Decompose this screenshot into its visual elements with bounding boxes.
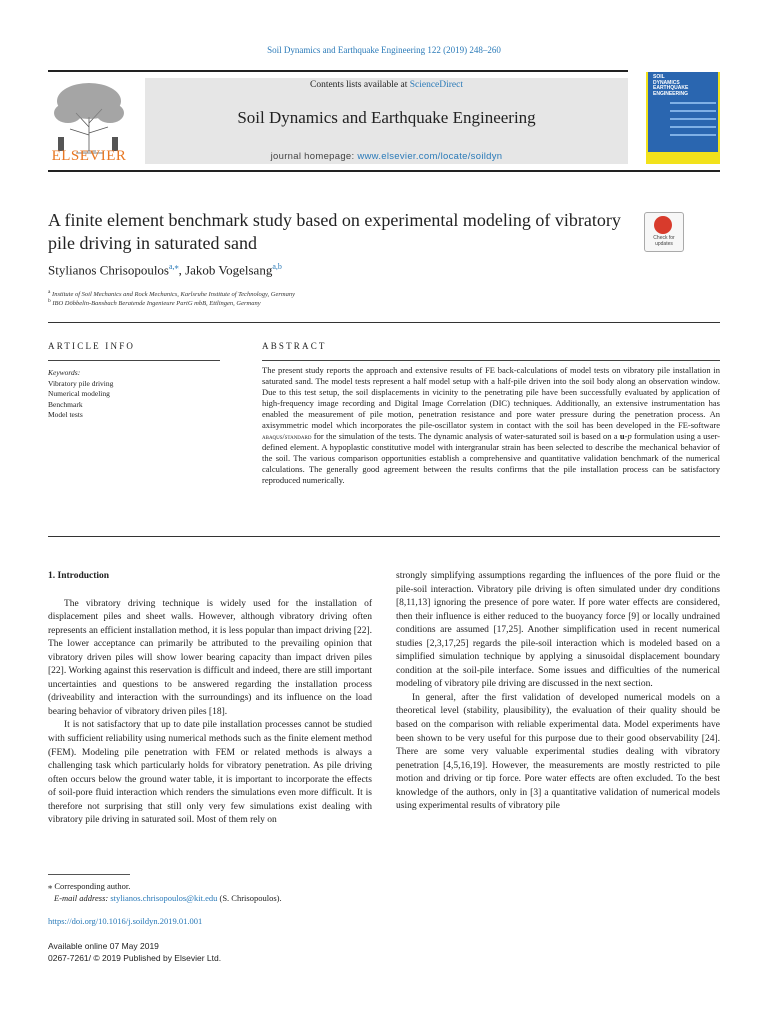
author-list	[48, 262, 282, 278]
abstract-heading: ABSTRACT	[262, 341, 327, 351]
body-column-left	[48, 570, 372, 828]
cover-title: SOIL DYNAMICS EARTHQUAKE ENGINEERING	[653, 74, 689, 97]
email-line: E-mail address: stylianos.chrisopoulos@kit.edu (S. Chrisopoulos).	[54, 893, 282, 903]
email-link[interactable]: stylianos.chrisopoulos@kit.edu	[110, 893, 218, 903]
available-online: Available online 07 May 2019	[48, 941, 159, 951]
check-for-updates-badge[interactable]	[644, 212, 684, 252]
keyword: Vibratory pile driving	[48, 378, 114, 388]
journal-title: Soil Dynamics and Earthquake Engineering	[237, 108, 536, 127]
journal-reference[interactable]: Soil Dynamics and Earthquake Engineering 122 (2019) 248–260	[267, 45, 501, 55]
paragraph: The vibratory driving technique is widely used for the installation of displacement piles and sheet walls. However, although vibratory driving often represents an efficient installation method, it is less popular than impact driving [22]. The lower acceptance can primarily be attributed to the prevailing opinion that vibratory driven piles will show lower bearing capacity than impact driven piles [22]. Working against this reservation is difficult and indeed, there are still important uncertainties and questions to be answered regarding the installation process (driveability and interaction with the surroundings) and its influence on the load bearing behavior of vibratory driven piles [18].	[48, 598, 372, 717]
header-bottom-rule	[48, 170, 720, 172]
author-affiliation-marker[interactable]: a,b	[272, 262, 282, 271]
author-affiliation-marker[interactable]: a,⁎	[169, 262, 179, 271]
doi-link[interactable]: https://doi.org/10.1016/j.soildyn.2019.01.001	[48, 916, 203, 926]
body-column-right	[396, 570, 720, 814]
paragraph: strongly simplifying assumptions regarding the influences of the pore fluid or the pile-soil interaction. Vibratory pile driving is often simulated under dry conditions [8,11,13] ignoring the presence of pore water. If pore water effects are considered, then their influence is either reduced to the buoyancy force [9] or locally undrained conditions are assumed [17,25]. Another simplification used in recent numerical studies [2,3,17,25] regards the pile-soil interaction which is modeled based on a simplified simulation technique by applying a sinusoidal displacement boundary condition at the soil-pile interface. Some issues and difficulties of the numerical modeling of vibratory pile driving are discussed in the next section.	[396, 571, 720, 690]
keyword: Model tests	[48, 410, 83, 420]
software-name: abaqus/standard	[262, 432, 312, 441]
cover-stripe	[670, 126, 716, 128]
author-name: Jakob Vogelsang	[185, 262, 273, 278]
abstract-bottom-rule	[48, 536, 720, 537]
keyword: Numerical modeling	[48, 389, 110, 399]
journal-cover[interactable]	[646, 72, 720, 164]
paragraph: It is not satisfactory that up to date pile installation processes cannot be studied with sufficient reliability using numerical methods such as the finite element method (FEM). Modeling pile penetration with FEM or related methods is always a challenging task which particularly holds for vibratory penetration. As pile driving often occurs below the ground water table, it is important to incorporate the effects of soil-pore fluid interaction which renders the simulations even more difficult. It is therefore not surprising that still only very few simulations exist dealing with vibratory pile driving in saturated soil. Most of them rely on	[48, 720, 372, 826]
cover-stripe	[670, 102, 716, 104]
crossmark-text: Check for updates	[653, 235, 675, 247]
cover-blue-panel	[648, 72, 718, 152]
author-name: Stylianos Chrisopoulos	[48, 262, 169, 278]
cover-stripe	[670, 134, 716, 136]
paragraph: In general, after the first validation of developed numerical models on a theoretical level (stability, plausibility), the evaluation of their quality should be based on the comparison with reliable experimental data. Model experiments have been shown to be very useful for this purpose due to their good observability [24]. There are some very valuable experimental studies dealing with vibratory penetration [4,5,16,19]. However, the measurements are mostly restricted to pile motion and driving or tip force. Pore water effects are often excluded. To the best knowledge of the authors, only in [3] a quantitative validation of numerical models using experimental results of vibratory pile	[396, 692, 720, 812]
abstract-text: The present study reports the approach and extensive results of FE back-calculations of model tests on vibratory pile installation in saturated sand. The model tests represent a half model setup with a half-pile driven into the soil body along an observation window. Due to this test setup, the soil displacements in vicinity to the penetrating pile have been successfully evaluated by application of high-frequency image recording and Digital Image Correlation (DIC) techniques. Additionally, an extensive instrumentation has enabled the measurement of pile motion, penetration resistance and pore water pressure during the penetration process. An axisymmetric model which incorporates the pile-oscillator system in contact with the soil has been developed in the FE-software abaqus/standard for the simulation of the tests. The dynamic analysis of water-saturated soil is based on a u-p formulation using a user-defined element. A hypoplastic constitutive model with intergranular strain has been selected to describe the mechanical behavior of the soil. The various comparison opportunities establish a comprehensive and quantitative validation benchmark of the numerical calculations. The generally good agreement between the results confirms that the pile installation process can be satisfactory reproduced numerically.	[262, 365, 720, 485]
affiliation: $^b$ IBO Döbbelin-Bansbach Beratende Ingenieure PartG mbB, Ettlingen, Germany	[48, 298, 261, 308]
keyword: Benchmark	[48, 399, 83, 409]
contents-line	[145, 80, 628, 90]
section-heading: 1. Introduction	[48, 571, 110, 581]
corresponding-author-marker: ⁎	[174, 262, 179, 271]
keywords-block	[48, 368, 220, 421]
publication-info	[48, 940, 221, 964]
keywords-heading: Keywords:	[48, 368, 81, 377]
footnote-rule	[48, 874, 130, 875]
homepage-prefix: journal homepage:	[270, 151, 358, 162]
author-separator: ,	[178, 262, 186, 278]
article-info-rule	[48, 360, 220, 361]
copyright: 0267-7261/ © 2019 Published by Elsevier Ltd.	[48, 953, 222, 963]
affiliation: $^a$ Institute of Soil Mechanics and Rock Mechanics, Karlsruhe Institute of Technology, Germany	[48, 289, 295, 299]
elsevier-wordmark: ELSEVIER	[51, 148, 127, 164]
article-info-heading: ARTICLE INFO	[48, 341, 136, 351]
article-title: A finite element benchmark study based on experimental modeling of vibratory pile driving in saturated sand	[48, 210, 621, 253]
crossmark-icon	[654, 216, 672, 234]
abstract-rule	[262, 360, 720, 361]
footnote	[48, 880, 282, 904]
cover-stripe	[670, 118, 716, 120]
formulation-u: u	[619, 431, 625, 441]
journal-homepage	[145, 151, 628, 162]
sciencedirect-link[interactable]: ScienceDirect	[409, 80, 463, 90]
contents-prefix: Contents lists available at	[309, 80, 410, 90]
section-divider	[48, 322, 720, 323]
formulation-p: p	[627, 431, 632, 441]
homepage-link[interactable]: www.elsevier.com/locate/soildyn	[357, 151, 503, 162]
corresponding-author-note: ⁎ Corresponding author.	[48, 881, 131, 891]
cover-stripe	[670, 110, 716, 112]
header-top-rule	[48, 70, 628, 72]
